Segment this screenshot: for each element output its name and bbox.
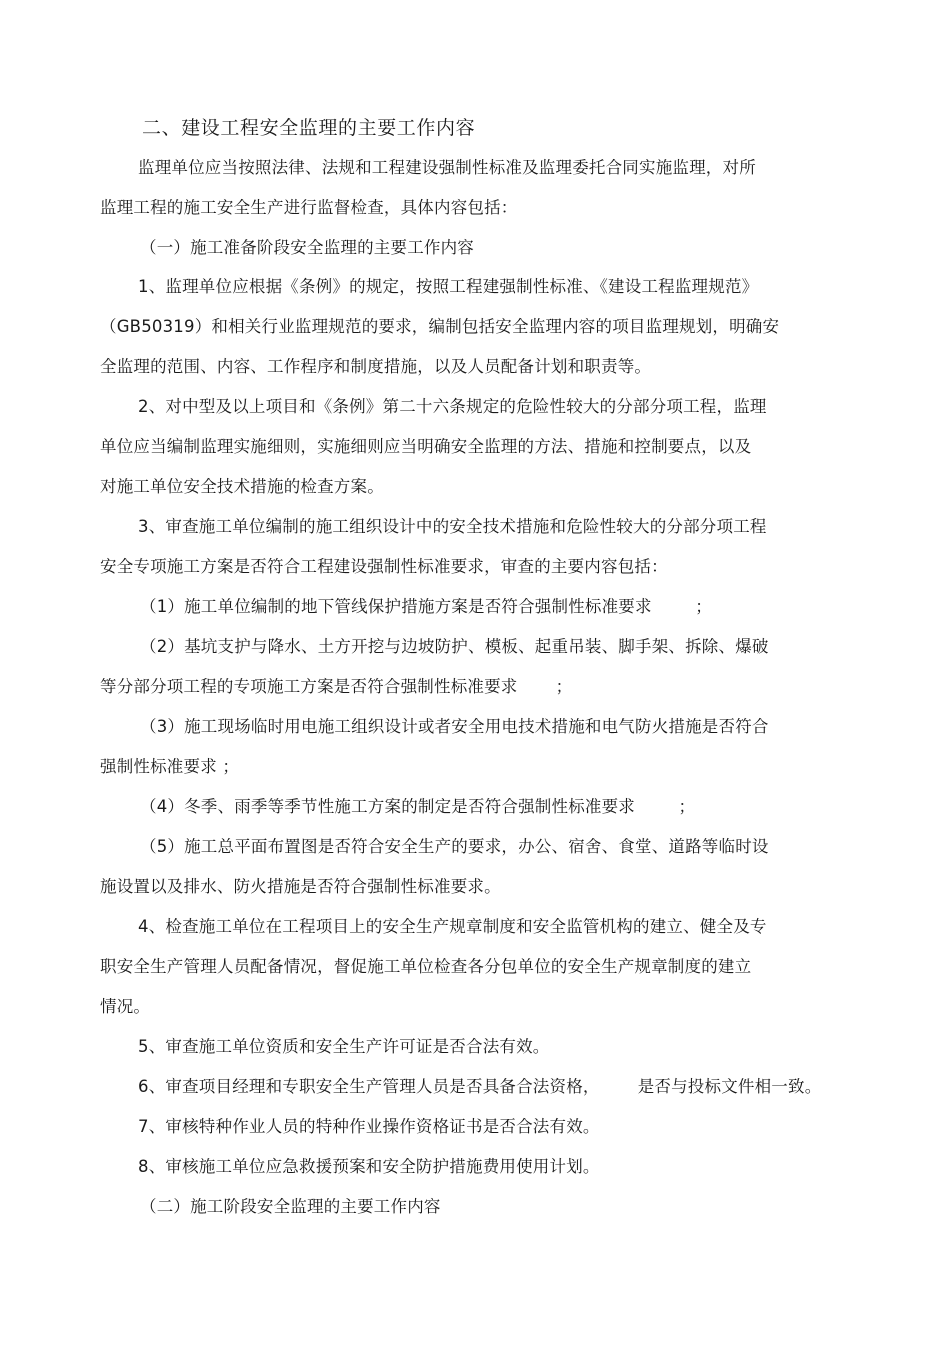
paragraph-line: 7、审核特种作业人员的特种作业操作资格证书是否合法有效。 bbox=[138, 1117, 600, 1136]
list-item: （3）施工现场临时用电施工组织设计或者安全用电技术措施和电气防火措施是否符合 bbox=[140, 717, 769, 736]
paragraph-line: 单位应当编制监理实施细则，实施细则应当明确安全监理的方法、措施和控制要点，以及 bbox=[100, 437, 752, 456]
subsection-heading: （一）施工准备阶段安全监理的主要工作内容 bbox=[140, 238, 474, 257]
list-item: （5）施工总平面布置图是否符合安全生产的要求，办公、宿舍、食堂、道路等临时设 bbox=[140, 837, 769, 856]
section-heading: 二、建设工程安全监理的主要工作内容 bbox=[142, 117, 476, 139]
subsection-heading: （二）施工阶段安全监理的主要工作内容 bbox=[140, 1197, 441, 1216]
list-item-continuation: 施设置以及排水、防火措施是否符合强制性标准要求。 bbox=[100, 877, 501, 896]
list-item-continuation: 强制性标准要求 ； bbox=[100, 757, 240, 776]
paragraph-line: 5、审查施工单位资质和安全生产许可证是否合法有效。 bbox=[138, 1037, 550, 1056]
paragraph-line: 8、审核施工单位应急救援预案和安全防护措施费用使用计划。 bbox=[138, 1157, 600, 1176]
list-item: （1）施工单位编制的地下管线保护措施方案是否符合强制性标准要求 ； bbox=[140, 597, 712, 616]
paragraph-line: 6、审查项目经理和专职安全生产管理人员是否具备合法资格， 是否与投标文件相一致。 bbox=[138, 1077, 822, 1096]
paragraph-line: 全监理的范围、内容、工作程序和制度措施，以及人员配备计划和职责等。 bbox=[100, 357, 652, 376]
paragraph-line: 监理单位应当按照法律、法规和工程建设强制性标准及监理委托合同实施监理，对所 bbox=[138, 158, 756, 177]
paragraph-line: 情况。 bbox=[100, 997, 151, 1016]
paragraph-line: 4、检查施工单位在工程项目上的安全生产规章制度和安全监管机构的建立、健全及专 bbox=[138, 917, 767, 936]
paragraph-line: 2、对中型及以上项目和《条例》第二十六条规定的危险性较大的分部分项工程，监理 bbox=[138, 397, 767, 416]
paragraph-line: 1、监理单位应根据《条例》的规定，按照工程建强制性标准、《建设工程监理规范》 bbox=[138, 277, 759, 296]
paragraph-line: 3、审查施工单位编制的施工组织设计中的安全技术措施和危险性较大的分部分项工程 bbox=[138, 517, 767, 536]
paragraph-line: 职安全生产管理人员配备情况，督促施工单位检查各分包单位的安全生产规章制度的建立 bbox=[100, 957, 752, 976]
paragraph-line: 对施工单位安全技术措施的检查方案。 bbox=[100, 477, 384, 496]
list-item-continuation: 等分部分项工程的专项施工方案是否符合强制性标准要求 ； bbox=[100, 677, 573, 696]
paragraph-line: （GB50319）和相关行业监理规范的要求，编制包括安全监理内容的项目监理规划，明确安 bbox=[100, 317, 780, 336]
paragraph-line: 安全专项施工方案是否符合工程建设强制性标准要求，审查的主要内容包括： bbox=[100, 557, 668, 576]
paragraph-line: 监理工程的施工安全生产进行监督检查，具体内容包括： bbox=[100, 198, 518, 217]
list-item: （4）冬季、雨季等季节性施工方案的制定是否符合强制性标准要求 ； bbox=[140, 797, 696, 816]
list-item: （2）基坑支护与降水、土方开挖与边坡防护、模板、起重吊装、脚手架、拆除、爆破 bbox=[140, 637, 769, 656]
